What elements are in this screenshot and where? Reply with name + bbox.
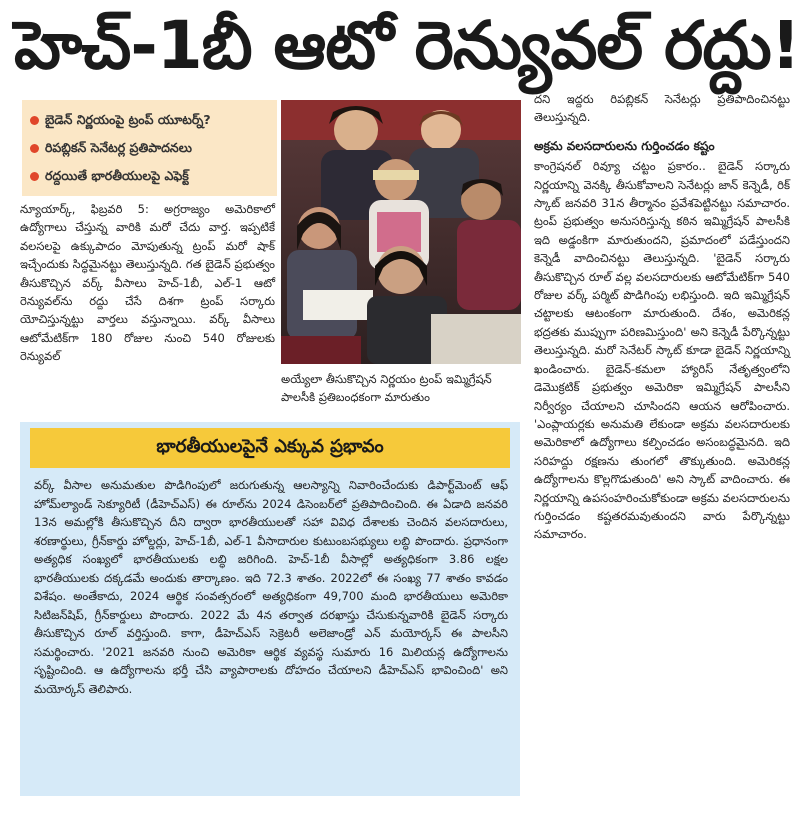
india-impact-box — [20, 422, 520, 796]
right-column-text: కాంగ్రెషనల్ రివ్యూ చట్టం ప్రకారం.. బైడెన్ సర్కారు నిర్ణయాన్ని వెనక్కి తీసుకోవాలని సెనేటర్లు జాన్ కెన్నెడీ, రిక్ స్కాట్ జనవరి 31న తీర్మానం ప్రవేశపెట్టినట్టు సమాచారం. ట్రంప్ ప్రభుత్వం అనుసరిస్తున్న కఠిన ఇమ్మిగ్రేషన్ పాలసీకి ఇది అడ్డంకిగా మారుతుందని, ప్రమాదంలో పడేస్తుందని కెన్నెడీ వాదించినట్టు తెలుస్తున్నది. 'బైడెన్ సర్కారు తీసుకొచ్చిన రూల్ వల్ల వలసదారులకు ఆటోమేటిక్‌గా 540 రోజుల వర్క్ పర్మిట్ పొడిగింపు లభిస్తుంది. ఇది ఇమ్మిగ్రేషన్ చట్టాలకు ఆటంకంగా మారుతుంది. దేశం, అమెరికన్ల భద్రతకు ముప్పుగా పరిణమిస్తుంది' అని కెన్నెడీ పేర్కొన్నట్టు తెలుస్తున్నది. మరో సెనేటర్ స్కాట్ కూడా బైడెన్ నిర్ణయాన్ని ఖండించారు. బైడెన్-కమలా హ్యారిస్ నేతృత్వంలోని డెమొక్రటిక్ ప్రభుత్వం అమెరికా ఇమ్మిగ్రేషన్ పాలసీని నిర్వీర్యం చేయాలని చూసిందని ఆయన ఆరోపించారు. 'ఎంప్లాయర్లకు అనుమతి లేకుండా అక్రమ వలసదారులకు అమెరికాలో ఉద్యోగాలు కల్పించడం అసంబద్ధమైనది. ఇది సరిహద్దు రక్షణను తుంగలో తొక్కుతుంది. అమెరికన్ల ఉద్యోగాలను కొల్లగొడుతుంది' అని స్కాట్ వాదించారు. ఈ నిర్ణయాన్ని ఉపసంహరించుకోకుండా అక్రమ వలసదారులను గుర్తించడం కష్టతరమవుతుందని వారు పేర్కొన్నట్టు సమాచారం. — [534, 159, 790, 542]
box-title: భారతీయులపైనే ఎక్కువ ప్రభావం — [30, 428, 510, 468]
right-column — [534, 90, 790, 544]
students-photo — [281, 100, 521, 364]
right-column-intro: దని ఇద్దరు రిపబ్లికన్ సెనేటర్లు ప్రతిపాదించినట్టు తెలుస్తున్నది. — [534, 92, 790, 125]
bullet-dot-icon — [30, 116, 39, 125]
bullet-dot-icon — [30, 144, 39, 153]
highlight-item: బైడెన్ నిర్ణయంపై ట్రంప్ యూటర్న్? — [30, 106, 269, 134]
box-body-text: వర్క్ వీసాల అనుమతుల పొడిగింపులో జరుగుతున్న ఆలస్యాన్ని నివారించేందుకు డిపార్ట్‌మెంట్ ఆఫ్ హోమ్‌ల్యాండ్ సెక్యూరిటీ (డీహెచ్‌ఎస్) ఈ రూల్‌ను 2024 డిసెంబర్‌లో ప్రతిపాదించింది. ఈ ఏడాది జనవరి 13న అమల్లోకి తీసుకొచ్చిన దీని ద్వారా భారతీయులతో సహా వివిధ దేశాలకు చెందిన వలసదారులు, శరణార్థులు, గ్రీన్‌కార్డు హోల్డర్లు, హెచ్-1బీ, ఎల్-1 వీసాదారుల కుటుంబసభ్యులు లబ్ధి పొందారు. ప్రధానంగా అత్యధిక సంఖ్యలో భారతీయులకు లబ్ధి జరిగింది. హెచ్-1బీ వీసాల్లో అత్యధికంగా 3.86 లక్షల భారతీయులకు దక్కడమే అందుకు తార్కాణం. ఇది 72.3 శాతం. 2022లో ఈ సంఖ్య 77 శాతం కావడం విశేషం. అంతేకాదు, 2024 ఆర్థిక సంవత్సరంలో అత్యధికంగా 49,700 మంది భారతీయులు అమెరికా సిటిజన్‌షిప్, గ్రీన్‌కార్డులు పొందారు. 2022 మే 4న తర్వాత దరఖాస్తు చేసుకున్నవారికి బైడెన్ సర్కారు తీసుకొచ్చిన రూల్ వర్తిస్తుంది. కాగా, డీహెచ్‌ఎస్ సెక్రెటరీ అలెజాండ్రో ఎన్ మయోర్కస్ ఈ పాలసీని సమర్థించారు. '2021 జనవరి నుంచి అమెరికా ఆర్థిక వ్యవస్థ సుమారు 16 మిలియన్ల ఉద్యోగాలను సృష్టించింది. ఆ ఉద్యోగాలను భర్తీ చేసి వ్యాపారాలకు దోహదం చేయాలని డీహెచ్‌ఎస్ భావించింది' అని మయోర్కస్ తెలిపారు. — [34, 478, 508, 696]
left-column-text: న్యూయార్క్, ఫిబ్రవరి 5: అగ్రరాజ్యం అమెరికాలో ఉద్యోగాలు చేస్తున్న వారికి మరో చేదు వార్త. ఇప్పటికే వలసలపై ఉక్కుపాదం మోపుతున్న ట్రంప్ మరో షాక్ ఇచ్చేందుకు సిద్ధమైనట్టు తెలుస్తున్నది. గత బైడెన్ ప్రభుత్వం తీసుకొచ్చిన వర్క్ వీసాలు హెచ్-1బీ, ఎల్-1 ఆటో రెన్యువల్‌ను రద్దు చేసే దిశగా ట్రంప్ సర్కారు యోచిస్తున్నట్టు వార్తలు వస్తున్నాయి. వర్క్ వీసాలు ఆటోమేటిక్‌గా 180 రోజుల నుంచి 540 రోజులకు రెన్యువల్ — [20, 202, 275, 364]
highlights-box — [22, 100, 277, 196]
students-photo-illustration — [281, 100, 521, 364]
right-subheading: అక్రమ వలసదారులను గుర్తించడం కష్టం — [534, 138, 715, 153]
photo-caption: అయ్యేలా తీసుకొచ్చిన నిర్ణయం ట్రంప్ ఇమ్మిగ్రేషన్ పాలసీకి ప్రతిబంధకంగా మారుతుం — [281, 372, 492, 404]
highlight-item: రిపబ్లికన్ సెనేటర్ల ప్రతిపాదనలు — [30, 134, 269, 162]
headline: హెచ్-1బీ ఆటో రెన్యువల్ రద్దు! — [14, 7, 800, 84]
bullet-dot-icon — [30, 172, 39, 181]
highlight-item: రద్దయితే భారతీయులపై ఎఫెక్ట్ — [30, 162, 269, 190]
